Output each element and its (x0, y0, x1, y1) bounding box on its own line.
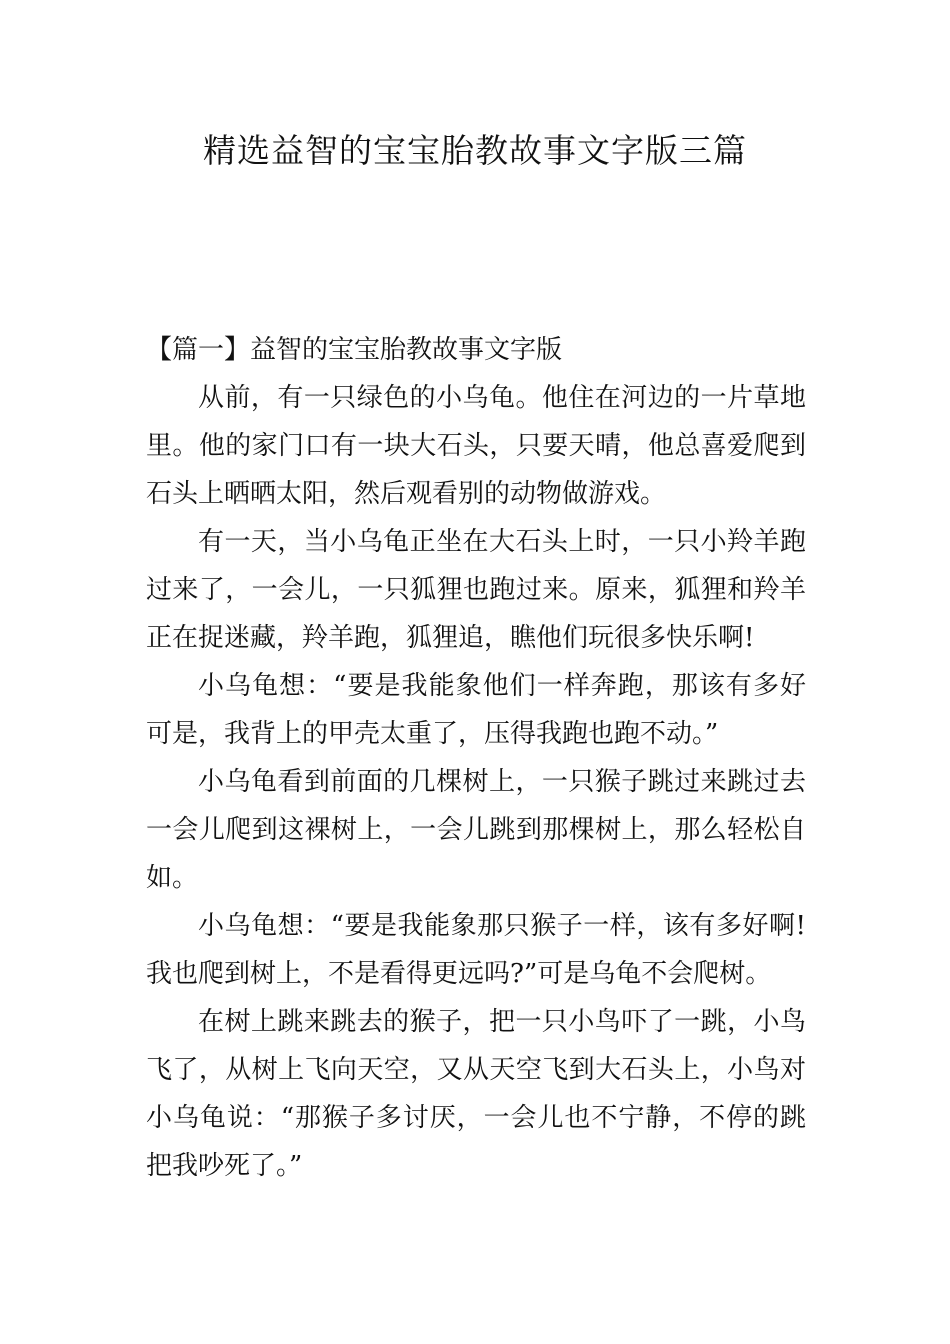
paragraph: 从前，有一只绿色的小乌龟。他住在河边的一片草地里。他的家门口有一块大石头，只要天晴，他总喜爱爬到石头上晒晒太阳，然后观看别的动物做游戏。 (146, 383, 806, 509)
paragraph: 小乌龟想：“要是我能象那只猴子一样，该有多好啊!我也爬到树上，不是看得更远吗?”可是乌龟不会爬树。 (146, 911, 806, 989)
paragraph: 在树上跳来跳去的猴子，把一只小鸟吓了一跳，小鸟飞了，从树上飞向天空，又从天空飞到大石头上，小鸟对小乌龟说：“那猴子多讨厌，一会儿也不宁静，不停的跳把我吵死了。” (146, 1007, 806, 1181)
paragraph: 有一天，当小乌龟正坐在大石头上时，一只小羚羊跑过来了，一会儿，一只狐狸也跑过来。原来，狐狸和羚羊正在捉迷藏，羚羊跑，狐狸追，瞧他们玩很多快乐啊! (146, 527, 806, 653)
paragraph: 小乌龟看到前面的几棵树上，一只猴子跳过来跳过去一会儿爬到这裸树上，一会儿跳到那棵树上，那么轻松自如。 (146, 767, 806, 893)
page-title: 精选益智的宝宝胎教故事文字版三篇 (203, 131, 747, 170)
paragraph: 小乌龟想：“要是我能象他们一样奔跑，那该有多好可是，我背上的甲壳太重了，压得我跑也跑不动。” (146, 671, 806, 749)
document-body (146, 326, 806, 1190)
section-heading: 【篇一】益智的宝宝胎教故事文字版 (146, 335, 563, 365)
